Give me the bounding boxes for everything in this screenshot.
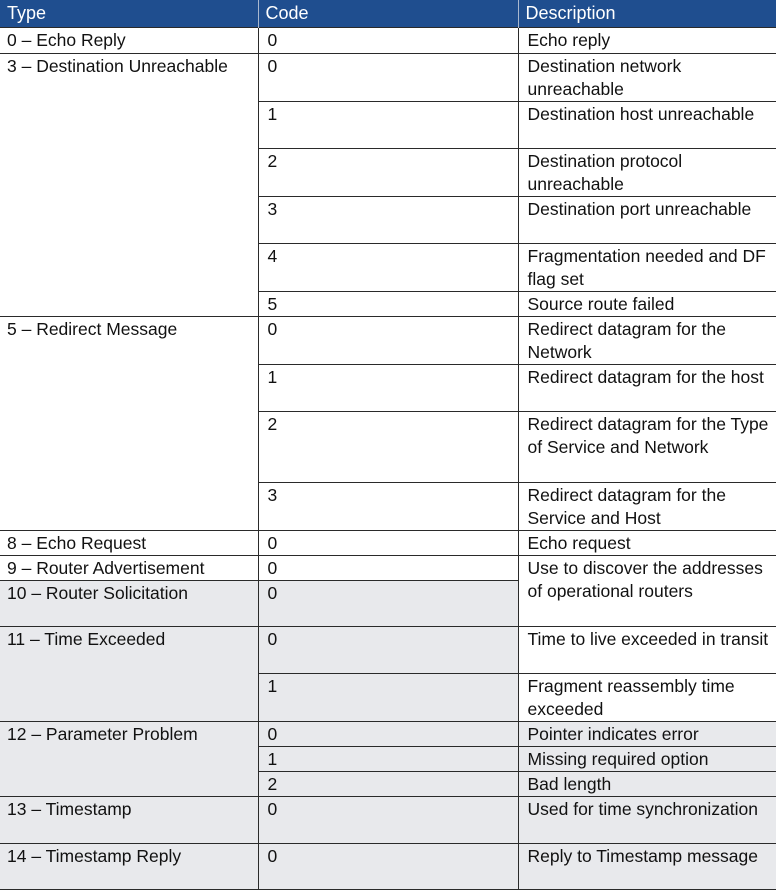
description-cell: Fragment reassembly time exceeded [518, 674, 776, 722]
code-cell: 0 [258, 54, 518, 102]
description-cell: Destination host unreachable [518, 102, 776, 149]
header-row [0, 0, 776, 28]
table-row [0, 54, 776, 102]
table-row [0, 797, 776, 844]
code-cell: 4 [258, 244, 518, 292]
code-cell: 3 [258, 483, 518, 531]
description-cell: Source route failed [518, 292, 776, 317]
type-cell: 5 – Redirect Message [0, 317, 258, 531]
code-cell: 0 [258, 844, 518, 890]
description-cell: Missing required option [518, 747, 776, 772]
description-cell: Bad length [518, 772, 776, 797]
table-row [0, 627, 776, 674]
type-cell: 10 – Router Solicitation [0, 581, 258, 627]
table-row [0, 317, 776, 365]
table-row [0, 531, 776, 556]
type-cell: 0 – Echo Reply [0, 28, 258, 54]
header-type: Type [0, 0, 258, 28]
description-cell: Fragmentation needed and DF flag set [518, 244, 776, 292]
table-row [0, 722, 776, 747]
description-cell: Destination protocol unreachable [518, 149, 776, 197]
table-row [0, 556, 776, 581]
description-cell: Destination port unreachable [518, 197, 776, 244]
type-cell: 8 – Echo Request [0, 531, 258, 556]
description-cell: Redirect datagram for the Service and Host [518, 483, 776, 531]
type-cell: 12 – Parameter Problem [0, 722, 258, 797]
code-cell: 0 [258, 797, 518, 844]
code-cell: 0 [258, 531, 518, 556]
code-cell: 1 [258, 674, 518, 722]
code-cell: 2 [258, 412, 518, 483]
code-cell: 2 [258, 149, 518, 197]
code-cell: 0 [258, 627, 518, 674]
code-cell: 3 [258, 197, 518, 244]
description-cell: Destination network unreachable [518, 54, 776, 102]
description-cell: Pointer indicates error [518, 722, 776, 747]
code-cell: 2 [258, 772, 518, 797]
table-row [0, 844, 776, 890]
code-cell: 0 [258, 581, 518, 627]
description-cell: Use to discover the addresses of operational routers [518, 556, 776, 627]
code-cell: 1 [258, 102, 518, 149]
type-cell: 3 – Destination Unreachable [0, 54, 258, 317]
type-cell: 9 – Router Advertisement [0, 556, 258, 581]
description-cell: Time to live exceeded in transit [518, 627, 776, 674]
table-row [0, 28, 776, 54]
description-cell: Echo reply [518, 28, 776, 54]
description-cell: Reply to Timestamp message [518, 844, 776, 890]
type-cell: 14 – Timestamp Reply [0, 844, 258, 890]
header-code: Code [258, 0, 518, 28]
code-cell: 0 [258, 722, 518, 747]
description-cell: Used for time synchronization [518, 797, 776, 844]
description-cell: Redirect datagram for the Network [518, 317, 776, 365]
description-cell: Redirect datagram for the Type of Service and Network [518, 412, 776, 483]
code-cell: 1 [258, 747, 518, 772]
header-description: Description [518, 0, 776, 28]
code-cell: 0 [258, 317, 518, 365]
code-cell: 5 [258, 292, 518, 317]
code-cell: 0 [258, 28, 518, 54]
code-cell: 1 [258, 365, 518, 412]
description-cell: Redirect datagram for the host [518, 365, 776, 412]
type-cell: 11 – Time Exceeded [0, 627, 258, 722]
description-cell: Echo request [518, 531, 776, 556]
type-cell: 13 – Timestamp [0, 797, 258, 844]
code-cell: 0 [258, 556, 518, 581]
